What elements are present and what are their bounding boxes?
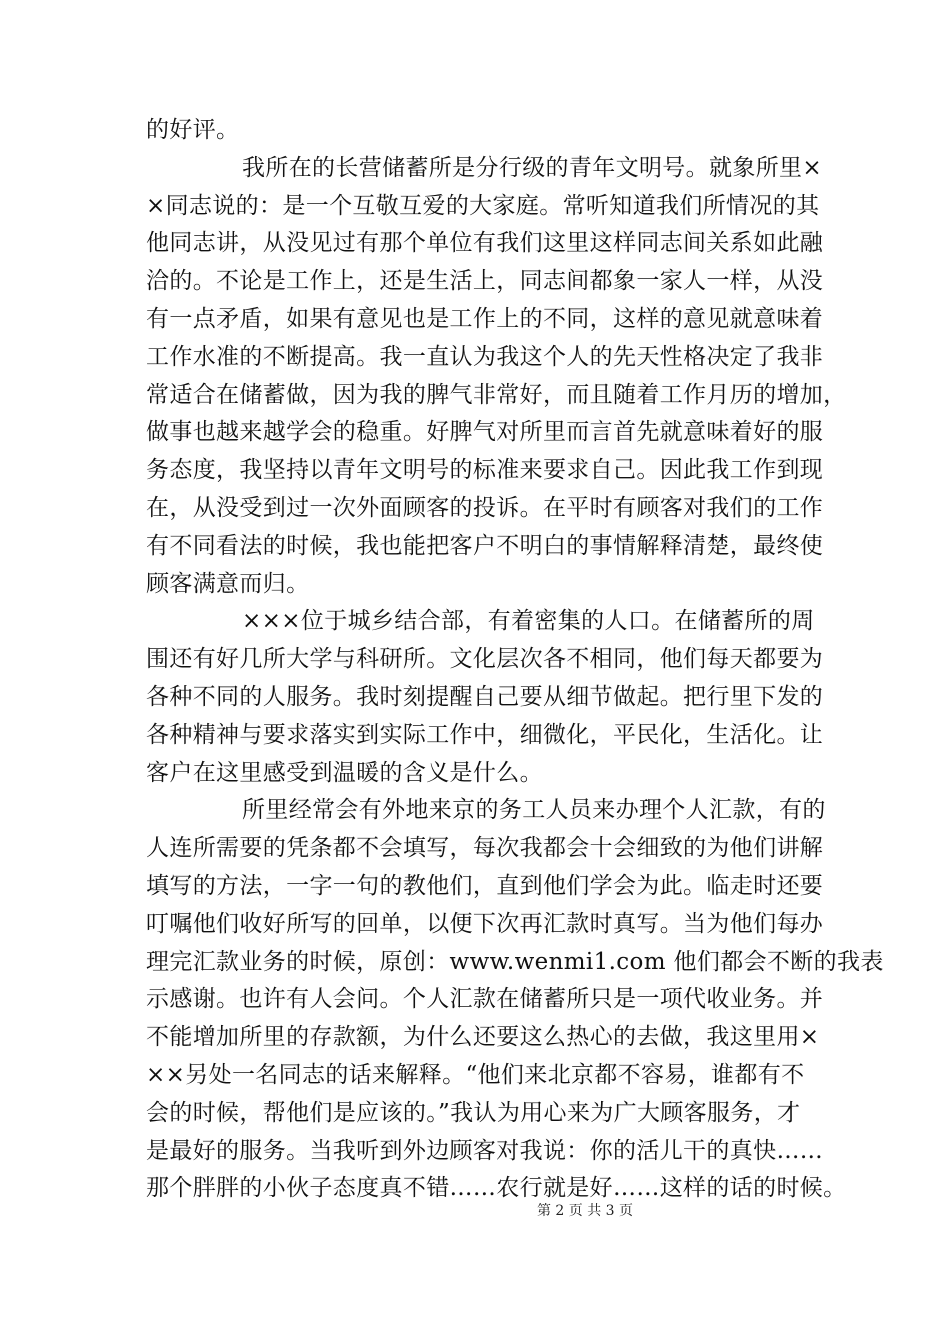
text-line: 围还有好几所大学与科研所。文化层次各不相同，他们每天都要为 (146, 646, 824, 673)
text-line: 工作水准的不断提高。我一直认为我这个人的先天性格决定了我非 (146, 343, 824, 370)
text-line: ××另处一名同志的话来解释。“他们来北京都不容易，谁都有不 (146, 1061, 805, 1088)
text-line: 客户在这里感受到温暖的含义是什么。 (146, 759, 543, 786)
paragraph-start-line: 我所在的长营储蓄所是分行级的青年文明号。就象所里× (242, 154, 823, 181)
text-line: 那个胖胖的小伙子态度真不错……农行就是好……这样的话的时候。 (146, 1175, 847, 1202)
page-number-footer: 第 2 页 共 3 页 (536, 1203, 634, 1219)
text-line: 洽的。不论是工作上，还是生活上，同志间都象一家人一样，从没 (146, 268, 824, 295)
text-line: 理完汇款业务的时候，原创：www.wenmi1.com 他们都会不断的我表 (146, 948, 884, 975)
text-line: 他同志讲，从没见过有那个单位有我们这里这样同志间关系如此融 (146, 230, 824, 257)
text-line: 叮嘱他们收好所写的回单，以便下次再汇款时真写。当为他们每办 (146, 910, 824, 937)
text-line: 示感谢。也许有人会问。个人汇款在储蓄所只是一项代收业务。并 (146, 986, 824, 1013)
text-line: 各种不同的人服务。我时刻提醒自己要从细节做起。把行里下发的 (146, 683, 824, 710)
text-line: ×同志说的：是一个互敬互爱的大家庭。常听知道我们所情况的其 (146, 192, 820, 219)
text-line: 不能增加所里的存款额，为什么还要这么热心的去做，我这里用× (146, 1024, 820, 1051)
paragraph-start-line: ×××位于城乡结合部，有着密集的人口。在储蓄所的周 (242, 608, 815, 635)
text-line: 常适合在储蓄做，因为我的脾气非常好，而且随着工作月历的增加， (146, 381, 847, 408)
text-line: 在，从没受到过一次外面顾客的投诉。在平时有顾客对我们的工作 (146, 494, 824, 521)
text-line: 做事也越来越学会的稳重。好脾气对所里而言首先就意味着好的服 (146, 419, 824, 446)
text-line: 有不同看法的时候，我也能把客户不明白的事情解释清楚，最终使 (146, 532, 824, 559)
text-line: 顾客满意而归。 (146, 570, 310, 597)
text-line: 人连所需要的凭条都不会填写，每次我都会十会细致的为他们讲解 (146, 835, 824, 862)
text-line: 务态度，我坚持以青年文明号的标准来要求自己。因此我工作到现 (146, 457, 824, 484)
text-line: 填写的方法，一字一句的教他们，直到他们学会为此。临走时还要 (146, 872, 824, 899)
text-line: 会的时候，帮他们是应该的。”我认为用心来为广大顾客服务，才 (146, 1099, 801, 1126)
text-line: 有一点矛盾，如果有意见也是工作上的不同，这样的意见就意味着 (146, 305, 824, 332)
text-line: 各种精神与要求落实到实际工作中，细微化，平民化，生活化。让 (146, 721, 824, 748)
paragraph-start-line: 所里经常会有外地来京的务工人员来办理个人汇款，有的 (242, 797, 826, 824)
body-text (146, 112, 884, 1208)
text-line: 是最好的服务。当我听到外边顾客对我说：你的活儿干的真快…… (146, 1137, 824, 1164)
text-line: 的好评。 (146, 117, 240, 143)
